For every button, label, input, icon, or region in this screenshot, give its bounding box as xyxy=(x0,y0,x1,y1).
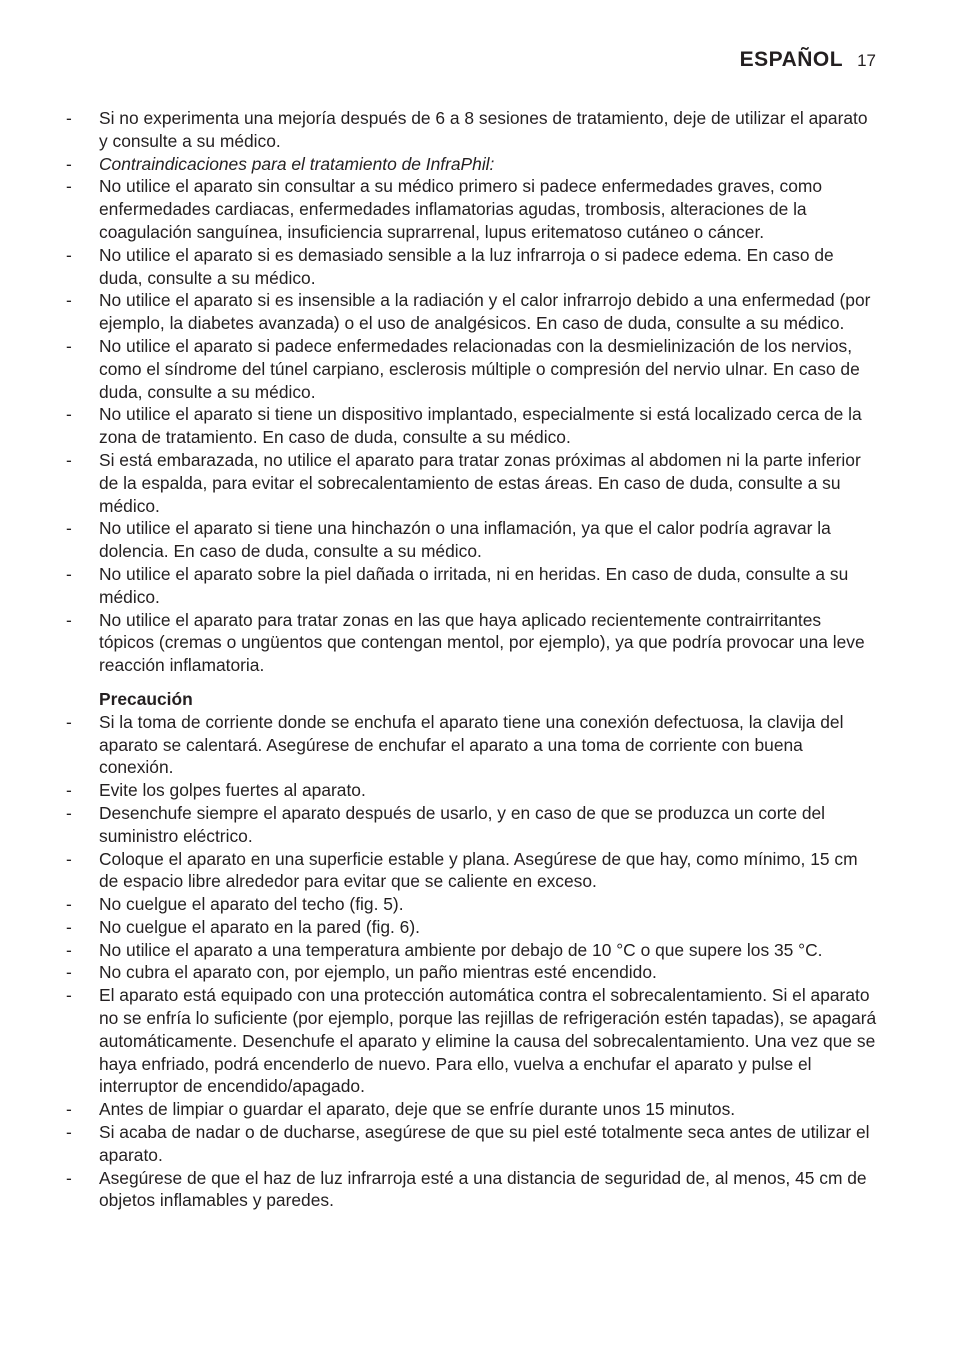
list-item xyxy=(66,939,878,962)
bullet-dash: - xyxy=(66,176,72,197)
list-item-text: No cuelgue el aparato del techo (fig. 5). xyxy=(99,894,404,915)
list-item-text: Contraindicaciones para el tratamiento de InfraPhil: xyxy=(99,153,495,174)
list-item xyxy=(66,335,878,403)
bullet-dash: - xyxy=(66,894,72,915)
bullet-dash: - xyxy=(66,1099,72,1120)
bullet-dash: - xyxy=(66,711,72,732)
list-item-text: El aparato está equipado con una protección automática contra el sobrecalentamiento. Si el aparato no se enfría lo suficiente (por ejemplo, porque las rejillas de refrigeración estén tapadas), se apagará automáticamente. Desenchufe el aparato y elimine la causa del sobrecalentamiento. Una vez que se haya enfriado, podrá encenderlo de nuevo. Para ello, vuelva a enchufar el aparato y pulse el interruptor de encendido/apagado. xyxy=(99,985,877,1097)
language-label: ESPAÑOL xyxy=(739,48,844,71)
bullet-dash: - xyxy=(66,780,72,801)
list-item xyxy=(66,609,878,677)
list-item xyxy=(66,1121,878,1167)
list-item xyxy=(66,802,878,848)
bullet-dash: - xyxy=(66,563,72,584)
bullet-dash: - xyxy=(66,985,72,1006)
list-item xyxy=(66,1167,878,1213)
list-item-text: No utilice el aparato si es demasiado sensible a la luz infrarroja o si padece edema. En caso de duda, consulte a su médico. xyxy=(99,244,834,288)
bullet-dash: - xyxy=(66,449,72,470)
bullet-dash: - xyxy=(66,1167,72,1188)
bullet-dash: - xyxy=(66,335,72,356)
list-item-text: Asegúrese de que el haz de luz infrarroja esté a una distancia de seguridad de, al menos, 45 cm de objetos inflamables y paredes. xyxy=(99,1167,867,1211)
caution-list xyxy=(66,711,878,1213)
list-item-text: Si está embarazada, no utilice el aparato para tratar zonas próximas al abdomen ni la parte inferior de la espalda, para evitar el sobrecalentamiento de estas áreas. En caso de duda, consulte a su médico. xyxy=(99,449,861,516)
list-item xyxy=(66,403,878,449)
list-item xyxy=(66,563,878,609)
list-item-text: Antes de limpiar o guardar el aparato, deje que se enfríe durante unos 15 minutos. xyxy=(99,1099,736,1120)
bullet-dash: - xyxy=(66,848,72,869)
list-item xyxy=(66,107,878,153)
list-item-text: No utilice el aparato si padece enfermedades relacionadas con la desmielinización de los nervios, como el síndrome del túnel carpiano, esclerosis múltiple o compresión del nervio ulnar. En caso de duda, consulte a su médico. xyxy=(99,335,860,402)
list-item-text: Evite los golpes fuertes al aparato. xyxy=(99,780,366,801)
bullet-dash: - xyxy=(66,962,72,983)
list-item-text: No cubra el aparato con, por ejemplo, un paño mientras esté encendido. xyxy=(99,962,657,983)
list-item xyxy=(66,449,878,517)
list-item-text: Si no experimenta una mejoría después de 6 a 8 sesiones de tratamiento, deje de utilizar el aparato y consulte a su médico. xyxy=(99,108,868,151)
list-item-text: No utilice el aparato a una temperatura ambiente por debajo de 10 °C o que supere los 35 °C. xyxy=(99,939,823,960)
page-number: 17 xyxy=(857,51,876,70)
list-item xyxy=(66,848,878,894)
list-item-text: No utilice el aparato para tratar zonas en las que haya aplicado recientemente contrairritantes tópicos (cremas o ungüentos que contengan mentol, por ejemplo), ya que podría provocar una leve reacción inflamatoria. xyxy=(99,609,865,676)
list-item xyxy=(66,984,878,1098)
list-item xyxy=(66,711,878,779)
caution-heading: Precaución xyxy=(99,688,193,709)
list-item-text: No utilice el aparato sobre la piel dañada o irritada, ni en heridas. En caso de duda, consulte a su médico. xyxy=(99,563,849,607)
list-item-text: No utilice el aparato si es insensible a la radiación y el calor infrarrojo debido a una enfermedad (por ejemplo, la diabetes avanzada) o el uso de analgésicos. En caso de duda, consulte a su médico. xyxy=(99,290,871,334)
list-item xyxy=(66,289,878,335)
list-item xyxy=(66,893,878,916)
page-header xyxy=(740,48,876,72)
list-item-text: No utilice el aparato si tiene un dispositivo implantado, especialmente si está localizado cerca de la zona de tratamiento. En caso de duda, consulte a su médico. xyxy=(99,404,862,448)
list-item-text: Desenchufe siempre el aparato después de usarlo, y en caso de que se produzca un corte del suministro eléctrico. xyxy=(99,802,826,846)
page-content xyxy=(66,107,878,1212)
list-item xyxy=(66,1098,878,1121)
list-item-text: Si acaba de nadar o de ducharse, asegúrese de que su piel esté totalmente seca antes de utilizar el aparato. xyxy=(99,1122,870,1165)
contraindications-list xyxy=(66,107,878,677)
bullet-dash: - xyxy=(66,153,72,174)
bullet-dash: - xyxy=(66,290,72,311)
list-item-text: Si la toma de corriente donde se enchufa el aparato tiene una conexión defectuosa, la clavija del aparato se calentará. Asegúrese de enchufar el aparato a una toma de corriente con buena conexión. xyxy=(99,711,844,778)
list-item xyxy=(66,517,878,563)
list-item-text: No utilice el aparato si tiene una hinchazón o una inflamación, ya que el calor podría agravar la dolencia. En caso de duda, consulte a su médico. xyxy=(99,518,831,562)
list-item-text: No cuelgue el aparato en la pared (fig. 6). xyxy=(99,916,420,937)
list-item xyxy=(66,175,878,243)
bullet-dash: - xyxy=(66,108,72,128)
list-item xyxy=(66,244,878,290)
list-item xyxy=(66,916,878,939)
list-item xyxy=(66,153,878,176)
list-item xyxy=(66,779,878,802)
bullet-dash: - xyxy=(66,244,72,265)
bullet-dash: - xyxy=(66,609,72,630)
bullet-dash: - xyxy=(66,939,72,960)
bullet-dash: - xyxy=(66,1122,72,1143)
bullet-dash: - xyxy=(66,518,72,539)
bullet-dash: - xyxy=(66,802,72,823)
bullet-dash: - xyxy=(66,404,72,425)
list-item-text: No utilice el aparato sin consultar a su médico primero si padece enfermedades graves, como enfermedades cardiacas, enfermedades inflamatorias agudas, trombosis, alteraciones de la coagulación sanguínea, insuficiencia suprarrenal, lupus eritematoso cutáneo o cáncer. xyxy=(99,176,823,242)
list-item-text: Coloque el aparato en una superficie estable y plana. Asegúrese de que hay, como mínimo, 15 cm de espacio libre alrededor para evitar que se caliente en exceso. xyxy=(99,848,858,892)
list-item xyxy=(66,961,878,984)
bullet-dash: - xyxy=(66,916,72,937)
